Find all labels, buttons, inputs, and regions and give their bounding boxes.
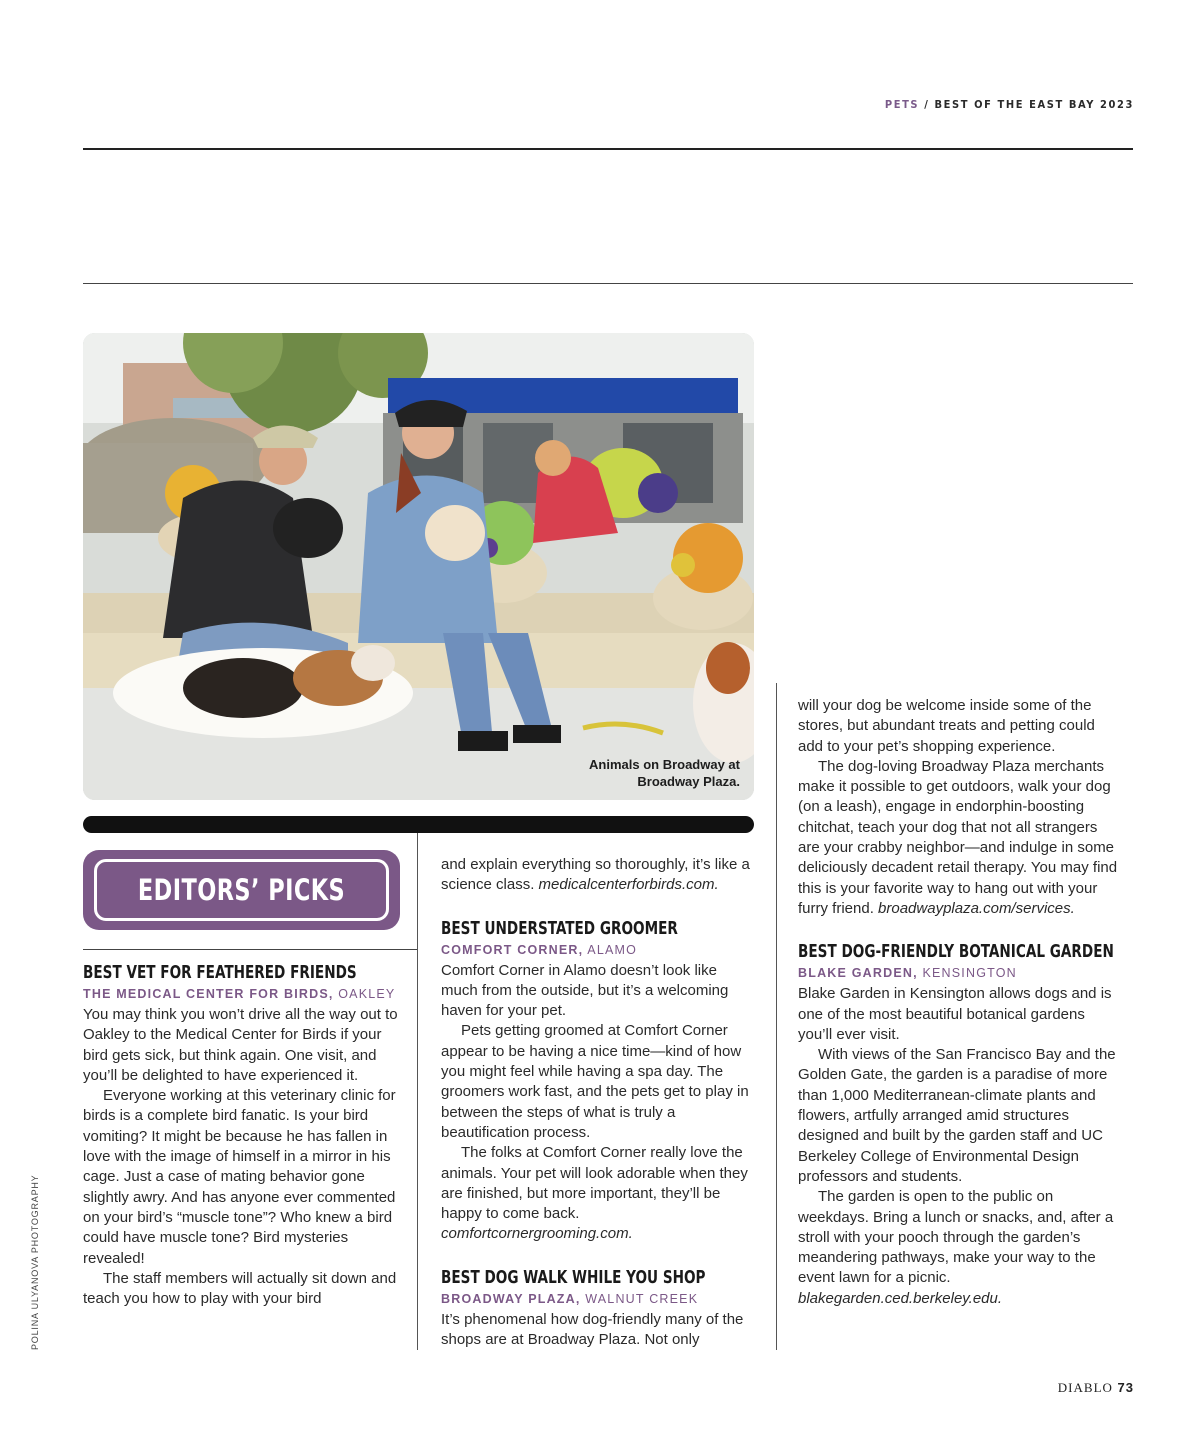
photo-illustration	[83, 333, 754, 800]
header-title: BEST OF THE EAST BAY 2023	[934, 98, 1134, 111]
badge-label: EDITORS’ PICKS	[137, 873, 346, 907]
article-heading: BEST UNDERSTATED GROOMER	[441, 917, 678, 939]
decorative-bar	[83, 816, 754, 833]
article-business	[441, 942, 757, 959]
badge-underline	[83, 949, 417, 950]
article-paragraph	[798, 757, 1118, 919]
running-header	[885, 98, 1134, 111]
page-number: 73	[1117, 1380, 1134, 1395]
badge-frame	[94, 859, 389, 921]
article-business	[83, 986, 401, 1003]
paragraph-text: The dog-loving Broadway Plaza merchants make it possible to get outdoors, walk your dog (on a leash), engage in endorphin-boosting chitchat, teach your dog that not all strangers are your crabby neighbor—and indulge in some deliciously decadent retail therapy. You may find this is your favorite way to hang out with your furry friend.	[798, 757, 1118, 917]
photo-credit: POLINA ULYANOVA PHOTOGRAPHY	[30, 1174, 40, 1350]
column-divider-1	[417, 833, 418, 1350]
second-rule	[83, 283, 1133, 284]
article-paragraph: It’s phenomenal how dog-friendly many of the shops are at Broadway Plaza. Not only	[441, 1310, 744, 1349]
business-location: ALAMO	[587, 942, 638, 957]
article-paragraph: Blake Garden in Kensington allows dogs and is one of the most beautiful botanical gardens you’ll ever visit.	[798, 985, 1112, 1043]
feature-photo	[83, 333, 754, 800]
paragraph-text: The garden is open to the public on weekdays. Bring a lunch or snacks, and, after a stroll with your pooch through the garden’s meandering pathways, make your way to the event lawn for a picnic.	[798, 1188, 1114, 1287]
article-paragraph: You may think you won’t drive all the way out to Oakley to the Medical Center for Birds if your bird gets sick, but think again. One visit, and you’ll be delighted to have experienced it.	[83, 1006, 398, 1084]
business-name: BLAKE GARDEN,	[798, 966, 918, 981]
article-paragraph: Pets getting groomed at Comfort Corner appear to be having a nice time—kind of how you might feel while having a spa day. The groomers work fast, and the pets get to play in between the steps of what is truly a beautification process.	[441, 1022, 749, 1141]
article-heading: BEST VET FOR FEATHERED FRIENDS	[83, 962, 357, 983]
top-rule	[83, 148, 1133, 150]
magazine-name: DIABLO	[1057, 1380, 1113, 1395]
column-1	[83, 962, 401, 1309]
article-paragraph-continued	[441, 855, 757, 896]
page-folio	[1058, 1380, 1134, 1396]
business-name: THE MEDICAL CENTER FOR BIRDS,	[83, 987, 334, 1001]
article-heading: BEST DOG-FRIENDLY BOTANICAL GARDEN	[798, 941, 1114, 963]
article-url[interactable]: medicalcenterforbirds.com.	[538, 876, 719, 894]
article-url[interactable]: comfortcornergrooming.com.	[441, 1225, 633, 1243]
article-business	[441, 1291, 757, 1308]
article-paragraph: Everyone working at this veterinary clinic for birds is a complete bird fanatic. Is your bird vomiting? It might be because he has fallen in love with the image of himself in a mirror in his cage. Just a case of mating behavior gone slightly awry. And has anyone ever commented on your bird’s “muscle tone”? Who knew a bird could have muscle tone? Bird mysteries revealed!	[83, 1087, 396, 1267]
article-paragraph: With views of the San Francisco Bay and the Golden Gate, the garden is a paradise of more than 1,000 Mediterranean-climate plants and flowers, artfully arranged amid structures designed and built by the garden staff and UC Berkeley College of Environmental Design professors and students.	[798, 1046, 1116, 1185]
paragraph-text: The folks at Comfort Corner really love the animals. Your pet will look adorable when they are finished, but more important, they’ll be happy to come back.	[441, 1144, 748, 1223]
column-3	[798, 696, 1118, 1309]
article-paragraph	[441, 1143, 757, 1244]
article-url[interactable]: blakegarden.ced.berkeley.edu.	[798, 1289, 1003, 1307]
editors-picks-badge	[83, 850, 400, 930]
business-location: KENSINGTON	[922, 966, 1017, 981]
article-paragraph	[798, 1187, 1118, 1309]
continued-text: and explain everything so thoroughly, it’s like a science class.	[441, 856, 750, 894]
article-heading: BEST DOG WALK WHILE YOU SHOP	[441, 1266, 706, 1288]
column-2	[441, 855, 757, 1350]
article-paragraph: Comfort Corner in Alamo doesn’t look like much from the outside, but it’s a welcoming haven for your pet.	[441, 961, 729, 1020]
section-label: PETS	[884, 98, 920, 111]
header-separator: /	[924, 98, 930, 111]
business-name: COMFORT CORNER,	[441, 942, 584, 957]
article-paragraph: The staff members will actually sit down and teach you how to play with your bird	[83, 1269, 397, 1308]
business-name: BROADWAY PLAZA,	[441, 1291, 581, 1306]
column-divider-2	[776, 683, 777, 1350]
business-location: OAKLEY	[338, 987, 396, 1001]
article-business	[798, 965, 1118, 982]
article-url[interactable]: broadwayplaza.com/services.	[878, 899, 1075, 917]
business-location: WALNUT CREEK	[585, 1291, 699, 1306]
article-paragraph-continued: will your dog be welcome inside some of the stores, but abundant treats and petting could add to your pet’s shopping experience.	[798, 697, 1095, 755]
photo-caption: Animals on Broadway at Broadway Plaza.	[589, 757, 740, 789]
